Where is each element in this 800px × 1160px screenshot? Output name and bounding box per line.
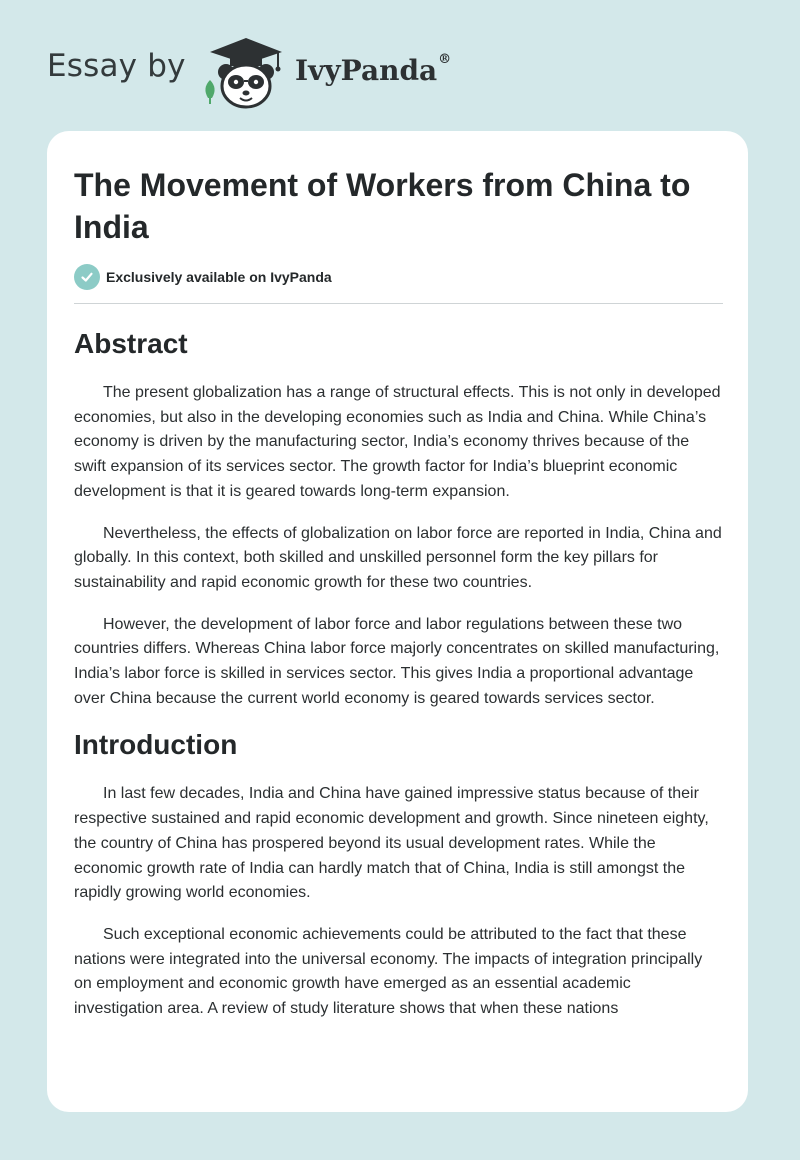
section-heading-abstract: Abstract [74,328,188,359]
exclusive-label: Exclusively available on IvyPanda [106,269,332,285]
essay-body [74,323,724,1022]
brand-name[interactable]: IvyPanda® [295,52,452,87]
paragraph: The present globalization has a range of structural effects. This is not only in developed economies, but also in the developing economies such as India and China. While China’s economy is driven by the manufacturing sector, India’s economy thrives because of the swift expansion of its services sector. The growth factor for India’s blueprint economic development is that it is geared towards long-term expansion. [74,384,721,500]
check-icon [74,264,100,290]
paragraph: Nevertheless, the effects of globalization on labor force are reported in India, China and globally. In this context, both skilled and unskilled personnel form the key pillars for sustainability and rapid economic growth for these two countries. [74,524,722,591]
exclusive-badge [74,264,332,290]
paragraph: In last few decades, India and China have gained impressive status because of their respective sustained and rapid economic development and growth. Since nineteen eighty, the country of China has prospered beyond its usual development rates. While the economic growth rate of India can hardly match that of China, India is still amongst the rapidly growing world economies. [74,785,709,902]
panda-logo-icon[interactable] [200,36,292,110]
essay-card [47,131,748,1112]
paragraph: However, the development of labor force and labor regulations between these two countries differs. Whereas China labor force majorly concentrates on skilled manufacturing, India’s labor force is skilled in services sector. This gives India a proportional advantage over China because the current world economy is geared towards services sector. [74,615,720,707]
registered-mark: ® [438,52,452,67]
essay-by-label: Essay by [47,48,186,84]
page-title: The Movement of Workers from China to India [74,167,691,245]
section-heading-introduction: Introduction [74,729,238,761]
site-header [0,0,800,120]
paragraph: Such exceptional economic achievements could be attributed to the fact that these nations were integrated into the universal economy. The impacts of integration principally on employment and economic growth have emerged as an essential academic investigation area. A review of study literature shows that when these nations [74,925,703,1018]
divider [74,303,723,304]
